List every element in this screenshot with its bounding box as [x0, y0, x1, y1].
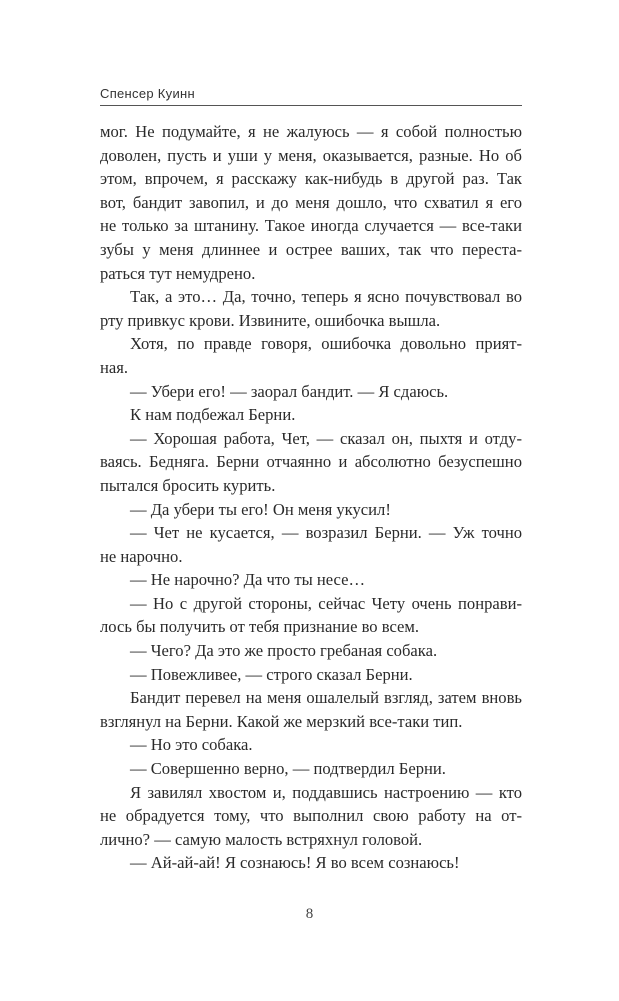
- text-line: не нарочно.: [100, 546, 183, 566]
- header-rule: [100, 105, 522, 106]
- text-line: не только за штанину. Такое иногда случается — все-таки: [100, 216, 522, 236]
- text-line: ная.: [100, 357, 129, 377]
- text-line: — Ай-ай-ай! Я сознаюсь! Я во всем сознаюсь!: [130, 853, 460, 873]
- text-line: К нам подбежал Берни.: [130, 405, 296, 425]
- text-line: вот, бандит завопил, и до меня дошло, что схватил я его: [100, 192, 522, 212]
- running-head-author: Спенсер Куинн: [100, 86, 196, 101]
- text-line: — Убери его! — заорал бандит. — Я сдаюсь.: [130, 381, 449, 401]
- text-line: — Чет не кусается, — возразил Берни. — Уж точно: [130, 523, 522, 543]
- text-line: пытался бросить курить.: [100, 475, 276, 495]
- text-line: — Но это собака.: [130, 735, 253, 755]
- text-line: — Повежливее, — строго сказал Берни.: [130, 664, 413, 684]
- text-line: рту привкус крови. Извините, ошибочка вышла.: [100, 310, 441, 330]
- text-line: зубы у меня длиннее и острее ваших, так что переста-: [100, 239, 522, 259]
- text-line: доволен, пусть и уши у меня, оказывается, разные. Но об: [100, 145, 522, 165]
- text-line: лично? — самую малость встряхнул головой.: [100, 829, 423, 849]
- page-number: 8: [305, 906, 314, 922]
- text-line: Бандит перевел на меня ошалелый взгляд, затем вновь: [130, 688, 522, 708]
- text-line: взглянул на Берни. Какой же мерзкий все-таки тип.: [100, 711, 463, 731]
- text-line: Я завилял хвостом и, поддавшись настроению — кто: [130, 782, 522, 802]
- text-line: — Но с другой стороны, сейчас Чету очень понрави-: [130, 593, 522, 613]
- text-line: мог. Не подумайте, я не жалуюсь — я собой полностью: [100, 122, 522, 141]
- text-line: Хотя, по правде говоря, ошибочка довольно прият-: [130, 334, 522, 354]
- text-line: не обрадуется тому, что выполнил свою работу на от-: [100, 806, 522, 826]
- text-line: — Совершенно верно, — подтвердил Берни.: [130, 759, 446, 779]
- text-line: Так, а это… Да, точно, теперь я ясно почувствовал во: [130, 287, 522, 307]
- text-line: раться тут немудрено.: [100, 263, 256, 283]
- text-line: — Да убери ты его! Он меня укусил!: [130, 499, 391, 519]
- text-line: этом, впрочем, я расскажу как-нибудь в другой раз. Так: [100, 169, 522, 189]
- text-line: — Чего? Да это же просто гребаная собака.: [130, 641, 438, 661]
- body-text: [100, 120, 522, 875]
- text-line: лось бы получить от тебя признание во всем.: [100, 617, 420, 637]
- text-line: ваясь. Бедняга. Берни отчаянно и абсолютно безуспешно: [100, 452, 522, 472]
- text-line: — Хорошая работа, Чет, — сказал он, пыхтя и отду-: [130, 428, 522, 448]
- text-line: — Не нарочно? Да что ты несе…: [130, 570, 366, 590]
